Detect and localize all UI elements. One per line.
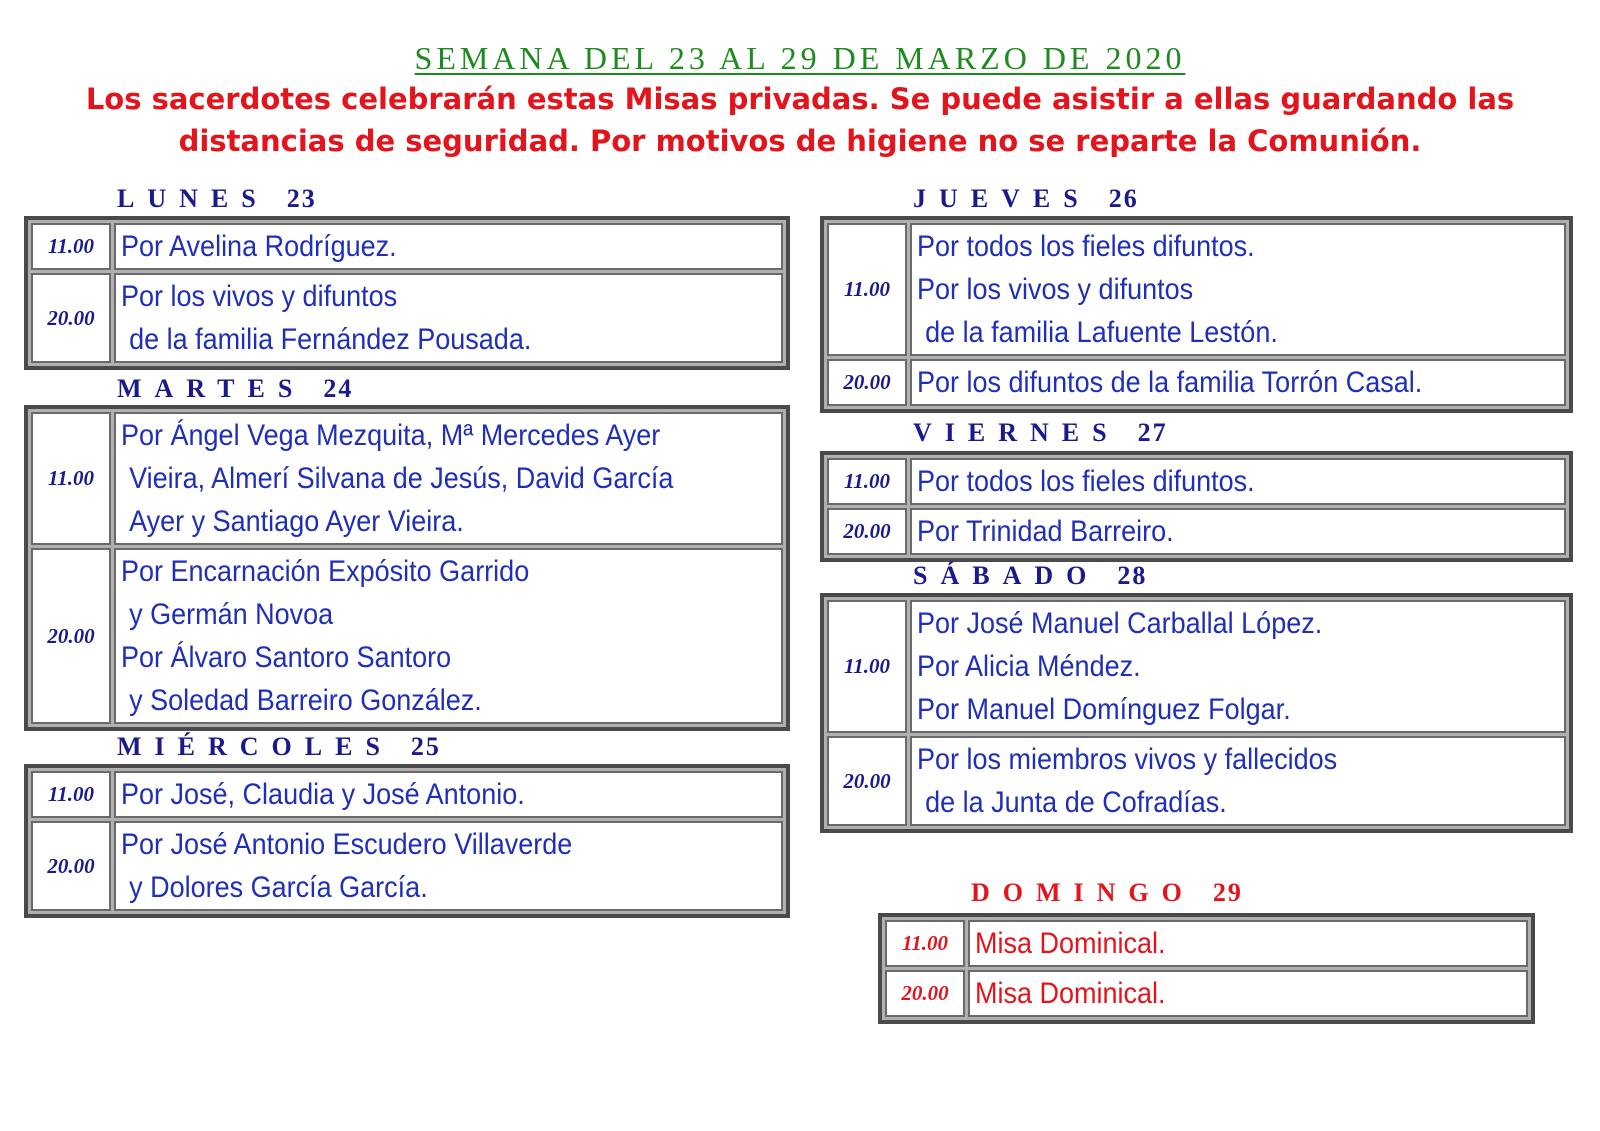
mass-time: 20.00: [31, 273, 111, 363]
day-name: SÁBADO: [913, 561, 1100, 590]
mass-intention: [968, 920, 1528, 967]
mass-time: 20.00: [827, 508, 907, 555]
mass-row: [885, 970, 1528, 1017]
day-number: 27: [1137, 418, 1168, 447]
mass-row: [827, 736, 1566, 826]
mass-time: 20.00: [31, 548, 111, 724]
intention-line: Por Avelina Rodríguez.: [121, 230, 397, 263]
day-number: 28: [1117, 561, 1148, 590]
day-number: 26: [1108, 184, 1139, 213]
mass-time: 11.00: [31, 412, 111, 545]
mass-intention: [910, 458, 1566, 505]
intention-line: Por todos los fieles difuntos.: [917, 465, 1255, 498]
mass-time: 11.00: [31, 771, 111, 818]
mass-row: [31, 548, 783, 724]
intention-line: Por José Manuel Carballal López.: [917, 607, 1323, 640]
intention-line: Misa Dominical.: [975, 927, 1166, 960]
intention-line: y Germán Novoa: [129, 598, 334, 631]
intention-line: Por Álvaro Santoro Santoro: [121, 641, 452, 674]
mass-row: [827, 359, 1566, 406]
intention-line: de la familia Fernández Pousada.: [129, 323, 532, 356]
mass-row: [31, 223, 783, 270]
notice-line-2: distancias de seguridad. Por motivos de higiene no se reparte la Comunión.: [178, 124, 1422, 158]
mass-time: 20.00: [827, 359, 907, 406]
mass-intention: [114, 273, 783, 363]
intention-line: Vieira, Almerí Silvana de Jesús, David García: [129, 462, 674, 495]
day-number: 23: [286, 184, 317, 213]
day-label-domingo: [971, 878, 1243, 908]
intention-line: Por los difuntos de la familia Torrón Casal.: [917, 366, 1423, 399]
mass-row: [31, 821, 783, 911]
day-label-lunes: [117, 184, 317, 214]
day-label-miercoles: [117, 732, 441, 762]
schedule-table-domingo: [878, 913, 1535, 1024]
intention-line: de la familia Lafuente Lestón.: [925, 316, 1278, 349]
mass-intention: [910, 508, 1566, 555]
mass-time: 20.00: [31, 821, 111, 911]
notice-line-1: Los sacerdotes celebrarán estas Misas privadas. Se puede asistir a ellas guardando las: [85, 82, 1515, 116]
mass-intention: [114, 412, 783, 545]
intention-line: Por Ángel Vega Mezquita, Mª Mercedes Ayer: [121, 419, 661, 452]
mass-row: [827, 508, 1566, 555]
day-label-viernes: [913, 418, 1168, 448]
mass-row: [827, 600, 1566, 733]
day-name: DOMINGO: [971, 878, 1195, 907]
mass-row: [31, 412, 783, 545]
mass-row: [827, 458, 1566, 505]
day-number: 24: [323, 374, 354, 403]
mass-time: 11.00: [827, 458, 907, 505]
intention-line: Por los vivos y difuntos: [121, 280, 398, 313]
intention-line: Ayer y Santiago Ayer Vieira.: [129, 505, 464, 538]
day-label-martes: [117, 374, 353, 404]
mass-intention: [910, 600, 1566, 733]
day-name: MARTES: [117, 374, 306, 403]
schedule-table-martes: [24, 405, 790, 731]
mass-intention: [910, 223, 1566, 356]
mass-time: 11.00: [827, 600, 907, 733]
mass-intention: [114, 548, 783, 724]
notice-text: [40, 78, 1560, 162]
mass-intention: [114, 771, 783, 818]
intention-line: Por Encarnación Expósito Garrido: [121, 555, 530, 588]
day-name: LUNES: [117, 184, 269, 213]
intention-line: Por los vivos y difuntos: [917, 273, 1194, 306]
mass-row: [885, 920, 1528, 967]
intention-line: y Dolores García García.: [129, 871, 428, 904]
mass-row: [31, 273, 783, 363]
intention-line: Por José Antonio Escudero Villaverde: [121, 828, 573, 861]
intention-line: Misa Dominical.: [975, 977, 1166, 1010]
day-number: 25: [410, 732, 441, 761]
mass-time: 11.00: [827, 223, 907, 356]
intention-line: Por los miembros vivos y fallecidos: [917, 743, 1338, 776]
page-title: SEMANA DEL 23 AL 29 DE MARZO DE 2020: [414, 40, 1186, 76]
intention-line: Por todos los fieles difuntos.: [917, 230, 1255, 263]
schedule-table-sabado: [820, 593, 1573, 833]
mass-intention: [114, 223, 783, 270]
mass-time: 20.00: [827, 736, 907, 826]
intention-line: y Soledad Barreiro González.: [129, 684, 482, 717]
day-name: MIÉRCOLES: [117, 732, 393, 761]
intention-line: de la Junta de Cofradías.: [925, 786, 1227, 819]
intention-line: Por José, Claudia y José Antonio.: [121, 778, 525, 811]
mass-time: 20.00: [885, 970, 965, 1017]
day-name: VIERNES: [913, 418, 1120, 447]
schedule-table-miercoles: [24, 764, 790, 918]
schedule-table-lunes: [24, 216, 790, 370]
schedule-table-viernes: [820, 451, 1573, 562]
mass-row: [827, 223, 1566, 356]
mass-time: 11.00: [31, 223, 111, 270]
mass-intention: [968, 970, 1528, 1017]
intention-line: Por Alicia Méndez.: [917, 650, 1141, 683]
mass-intention: [114, 821, 783, 911]
mass-time: 11.00: [885, 920, 965, 967]
schedule-table-jueves: [820, 216, 1573, 413]
mass-intention: [910, 736, 1566, 826]
mass-row: [31, 771, 783, 818]
day-label-jueves: [913, 184, 1139, 214]
day-label-sabado: [913, 561, 1147, 591]
intention-line: Por Trinidad Barreiro.: [917, 515, 1174, 548]
intention-line: Por Manuel Domínguez Folgar.: [917, 693, 1291, 726]
day-number: 29: [1212, 878, 1243, 907]
day-name: JUEVES: [913, 184, 1091, 213]
mass-intention: [910, 359, 1566, 406]
